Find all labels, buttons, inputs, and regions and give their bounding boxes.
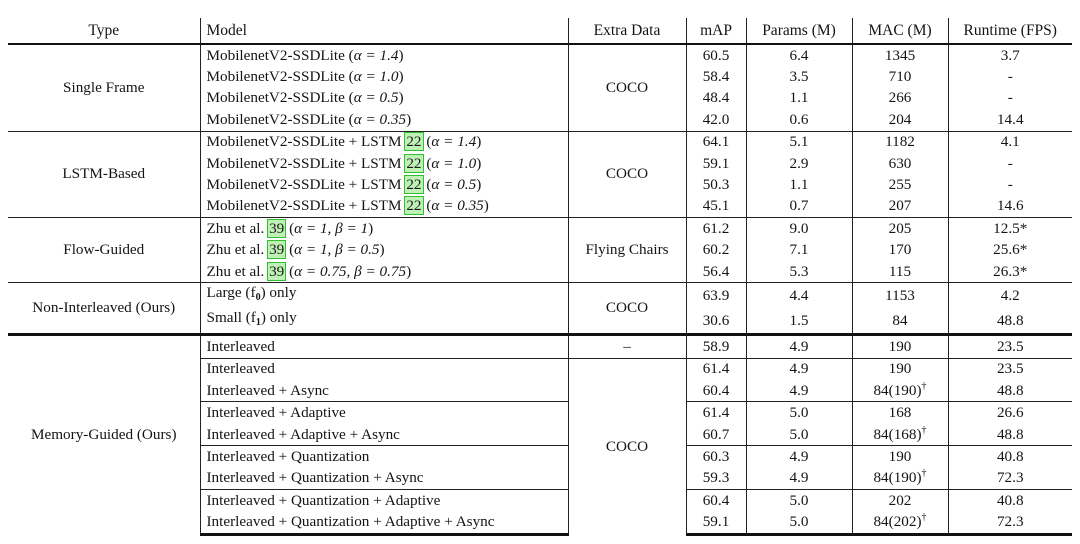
model-name-text: (: [422, 154, 432, 172]
mac-cell: 1153: [852, 283, 948, 309]
model-name-text: MobilenetV2-SSDLite + LSTM: [206, 197, 406, 215]
mac-cell: 115: [852, 261, 948, 283]
mac-cell: [852, 490, 948, 512]
mac-cell: 630: [852, 153, 948, 174]
model-param-math: α = 1.4: [431, 133, 477, 151]
model-param-math: α = 1.0: [431, 154, 477, 172]
model-cell: [200, 109, 568, 131]
col-extra-data-header: Extra Data: [568, 18, 686, 44]
runtime-cell: 14.4: [948, 109, 1072, 131]
params-cell: 4.9: [746, 358, 852, 380]
model-name-text: MobilenetV2-SSDLite (: [206, 46, 354, 64]
params-cell: 7.1: [746, 240, 852, 261]
model-name-text: ): [398, 46, 404, 64]
model-name-text: ): [476, 154, 482, 172]
params-cell: 3.5: [746, 66, 852, 87]
col-model-header: Model: [200, 18, 568, 44]
mac-value: 84(190): [873, 469, 922, 487]
map-cell: 60.3: [686, 446, 746, 468]
model-name-text: ): [406, 110, 412, 128]
map-cell: 60.4: [686, 490, 746, 512]
model-name-text: MobilenetV2-SSDLite + LSTM: [206, 176, 406, 194]
runtime-cell: 26.3*: [948, 261, 1072, 283]
model-cell: [200, 131, 568, 153]
extra-data-cell: COCO: [568, 358, 686, 534]
map-cell: 58.9: [686, 335, 746, 358]
model-name-text: (: [285, 219, 295, 237]
citation-link: 22: [406, 197, 422, 215]
mac-cell: [852, 335, 948, 358]
col-runtime-header: Runtime (FPS): [948, 18, 1072, 44]
params-cell: 5.0: [746, 490, 852, 512]
mac-cell: 84: [852, 308, 948, 335]
map-cell: 45.1: [686, 196, 746, 218]
model-cell: [200, 174, 568, 195]
mac-cell: 170: [852, 240, 948, 261]
model-name-text: ): [398, 89, 404, 107]
runtime-cell: 25.6*: [948, 240, 1072, 261]
model-cell: [200, 218, 568, 240]
map-cell: 64.1: [686, 131, 746, 153]
runtime-cell: -: [948, 88, 1072, 109]
mac-cell: 207: [852, 196, 948, 218]
runtime-cell: 72.3: [948, 468, 1072, 490]
map-cell: 61.4: [686, 358, 746, 380]
model-cell: [200, 261, 568, 283]
model-param-math: α = 1, β = 1: [294, 219, 369, 237]
citation-link: 22: [406, 176, 422, 194]
runtime-cell: 40.8: [948, 446, 1072, 468]
citation-link: 39: [269, 241, 285, 259]
mac-cell: [852, 424, 948, 446]
col-map-header: mAP: [686, 18, 746, 44]
map-cell: 63.9: [686, 283, 746, 309]
citation-link: 39: [269, 219, 285, 237]
model-name-text: ): [476, 176, 482, 194]
map-cell: 60.5: [686, 44, 746, 66]
model-param-math: α = 1.4: [353, 46, 399, 64]
model-param-math: α = 0.35: [353, 110, 407, 128]
group-type-label: Non-Interleaved (Ours): [8, 283, 200, 335]
mac-value: 84(168): [873, 425, 922, 443]
table-row: [8, 44, 1072, 66]
runtime-cell: 48.8: [948, 308, 1072, 335]
model-cell: Interleaved + Quantization: [200, 446, 568, 468]
mac-cell: 204: [852, 109, 948, 131]
citation-link: 22: [406, 133, 422, 151]
model-cell: Interleaved: [200, 358, 568, 380]
model-subscript: 0: [255, 292, 261, 304]
runtime-cell: 12.5*: [948, 218, 1072, 240]
runtime-cell: 72.3: [948, 511, 1072, 534]
params-cell: 5.0: [746, 511, 852, 534]
runtime-cell: 4.1: [948, 131, 1072, 153]
mac-cell: 1182: [852, 131, 948, 153]
model-name-text: (: [285, 262, 295, 280]
mac-value: 190: [888, 337, 912, 355]
params-cell: 4.4: [746, 283, 852, 309]
params-cell: 5.0: [746, 424, 852, 446]
mac-value: 190: [888, 447, 912, 465]
model-cell: [200, 66, 568, 87]
mac-cell: [852, 446, 948, 468]
model-name-text: ) only: [260, 284, 297, 302]
map-cell: 59.3: [686, 468, 746, 490]
params-cell: 2.9: [746, 153, 852, 174]
model-cell: [200, 196, 568, 218]
map-cell: 59.1: [686, 511, 746, 534]
mac-cell: 205: [852, 218, 948, 240]
model-param-math: α = 1.0: [353, 68, 399, 86]
mac-value: 84(190): [873, 381, 922, 399]
mac-cell: [852, 358, 948, 380]
model-name-text: (: [422, 197, 432, 215]
runtime-cell: 40.8: [948, 490, 1072, 512]
model-name-text: ): [398, 68, 404, 86]
model-name-text: ): [406, 262, 412, 280]
model-cell: [200, 88, 568, 109]
params-cell: 1.1: [746, 88, 852, 109]
extra-data-cell: COCO: [568, 283, 686, 335]
runtime-cell: 26.6: [948, 402, 1072, 424]
model-param-math: α = 0.75, β = 0.75: [294, 262, 407, 280]
map-cell: 56.4: [686, 261, 746, 283]
model-cell: Interleaved + Adaptive + Async: [200, 424, 568, 446]
col-params-header: Params (M): [746, 18, 852, 44]
mac-cell: 1345: [852, 44, 948, 66]
table-row: [8, 335, 1072, 358]
model-cell: Interleaved + Quantization + Adaptive + Async: [200, 511, 568, 534]
params-cell: 1.5: [746, 308, 852, 335]
group-type-label: Single Frame: [63, 78, 145, 96]
extra-data-cell: COCO: [568, 44, 686, 131]
model-cell: Interleaved + Quantization + Async: [200, 468, 568, 490]
params-cell: 0.7: [746, 196, 852, 218]
model-cell: Interleaved: [200, 335, 568, 358]
params-cell: 9.0: [746, 218, 852, 240]
map-cell: 61.2: [686, 218, 746, 240]
model-cell: [200, 308, 568, 335]
dagger-footnote-mark: †: [921, 424, 927, 436]
model-param-math: α = 0.5: [353, 89, 399, 107]
map-cell: 42.0: [686, 109, 746, 131]
model-name-text: Zhu et al.: [206, 241, 269, 259]
runtime-cell: 14.6: [948, 196, 1072, 218]
dagger-footnote-mark: †: [921, 512, 927, 524]
dagger-footnote-mark: †: [921, 468, 927, 480]
mac-cell: [852, 402, 948, 424]
model-subscript: 1: [255, 317, 261, 329]
results-table: [8, 18, 1072, 536]
model-name-text: MobilenetV2-SSDLite (: [206, 89, 354, 107]
params-cell: 0.6: [746, 109, 852, 131]
extra-data-cell: –: [568, 335, 686, 358]
map-cell: 58.4: [686, 66, 746, 87]
model-cell: Interleaved + Adaptive: [200, 402, 568, 424]
params-cell: 4.9: [746, 335, 852, 358]
citation-link: 39: [269, 262, 285, 280]
map-cell: 60.2: [686, 240, 746, 261]
runtime-cell: -: [948, 174, 1072, 195]
model-name-text: MobilenetV2-SSDLite (: [206, 68, 354, 86]
dagger-footnote-mark: †: [921, 380, 927, 392]
mac-cell: 255: [852, 174, 948, 195]
runtime-cell: 3.7: [948, 44, 1072, 66]
mac-cell: [852, 380, 948, 402]
params-cell: 5.0: [746, 402, 852, 424]
model-name-text: (: [422, 176, 432, 194]
group-type-label: Memory-Guided (Ours): [8, 335, 200, 535]
table-row: [8, 131, 1072, 153]
model-name-text: (: [422, 133, 432, 151]
runtime-cell: -: [948, 153, 1072, 174]
model-cell: [200, 240, 568, 261]
model-param-math: α = 0.35: [431, 197, 484, 215]
model-cell: [200, 283, 568, 309]
runtime-cell: 23.5: [948, 358, 1072, 380]
params-cell: 4.9: [746, 380, 852, 402]
runtime-cell: 48.8: [948, 424, 1072, 446]
runtime-cell: 48.8: [948, 380, 1072, 402]
params-cell: 1.1: [746, 174, 852, 195]
model-param-math: α = 1, β = 0.5: [294, 241, 380, 259]
params-cell: 4.9: [746, 446, 852, 468]
model-name-text: MobilenetV2-SSDLite (: [206, 110, 354, 128]
runtime-cell: 23.5: [948, 335, 1072, 358]
model-name-text: ) only: [260, 309, 297, 327]
model-name-text: MobilenetV2-SSDLite + LSTM: [206, 154, 406, 172]
table-row: [8, 283, 1072, 309]
map-cell: 30.6: [686, 308, 746, 335]
mac-value: 84(202): [873, 513, 922, 531]
mac-value: 190: [888, 360, 912, 378]
model-name-text: Zhu et al.: [206, 262, 269, 280]
mac-cell: 266: [852, 88, 948, 109]
model-name-text: Zhu et al.: [206, 219, 269, 237]
mac-cell: [852, 511, 948, 534]
map-cell: 60.4: [686, 380, 746, 402]
model-name-text: Small (f: [206, 309, 256, 327]
map-cell: 48.4: [686, 88, 746, 109]
runtime-cell: -: [948, 66, 1072, 87]
col-mac-header: MAC (M): [852, 18, 948, 44]
mac-cell: 710: [852, 66, 948, 87]
map-cell: 59.1: [686, 153, 746, 174]
model-name-text: ): [476, 133, 482, 151]
header-row: [8, 18, 1072, 44]
model-name-text: ): [483, 197, 489, 215]
citation-link: 22: [406, 154, 422, 172]
map-cell: 60.7: [686, 424, 746, 446]
table-body: [8, 44, 1072, 534]
params-cell: 6.4: [746, 44, 852, 66]
model-cell: [200, 153, 568, 174]
model-cell: Interleaved + Async: [200, 380, 568, 402]
mac-cell: [852, 468, 948, 490]
runtime-cell: 4.2: [948, 283, 1072, 309]
params-cell: 5.1: [746, 131, 852, 153]
model-name-text: ): [368, 219, 374, 237]
model-name-text: ): [379, 241, 385, 259]
params-cell: 4.9: [746, 468, 852, 490]
table-row: [8, 218, 1072, 240]
model-cell: Interleaved + Quantization + Adaptive: [200, 490, 568, 512]
model-name-text: Large (f: [206, 284, 256, 302]
model-name-text: MobilenetV2-SSDLite + LSTM: [206, 133, 406, 151]
group-type-label: Flow-Guided: [8, 218, 200, 283]
extra-data-cell: Flying Chairs: [568, 218, 686, 283]
map-cell: 50.3: [686, 174, 746, 195]
model-param-math: α = 0.5: [431, 176, 477, 194]
col-type-header: Type: [8, 18, 200, 44]
model-name-text: (: [285, 241, 295, 259]
map-cell: 61.4: [686, 402, 746, 424]
extra-data-cell: COCO: [568, 131, 686, 218]
mac-value: 168: [888, 404, 912, 422]
params-cell: 5.3: [746, 261, 852, 283]
mac-value: 202: [888, 491, 912, 509]
group-type-label: LSTM-Based: [8, 131, 200, 218]
model-cell: [200, 44, 568, 66]
